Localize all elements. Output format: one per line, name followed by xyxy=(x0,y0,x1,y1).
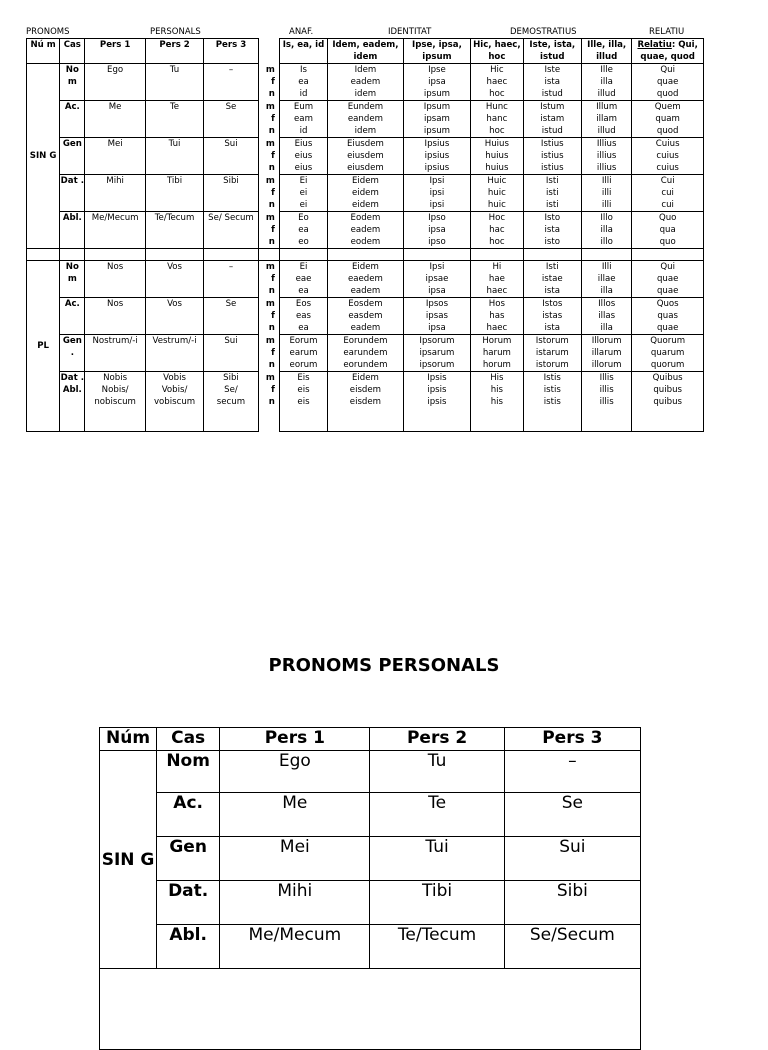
group-separator xyxy=(27,249,704,261)
gender-cell: m f n xyxy=(258,212,279,249)
personal-pronouns-table xyxy=(99,727,641,1050)
table-row xyxy=(100,793,641,837)
cell-p2: Vestrum/-i xyxy=(145,335,203,372)
number-label: PL xyxy=(27,261,60,432)
col-header-num: Nú m xyxy=(27,39,60,64)
cell-idem: Eundem eandem idem xyxy=(328,101,404,138)
pronouns-table xyxy=(26,38,704,432)
cell-hic: Hic haec hoc xyxy=(471,64,523,101)
gender-cell: m f n xyxy=(258,101,279,138)
table-row xyxy=(100,925,641,969)
cell-hic: Hoc hac hoc xyxy=(471,212,523,249)
separator-cell xyxy=(632,249,704,261)
cell-anaf: Eo ea eo xyxy=(279,212,327,249)
cell-iste: Iste ista istud xyxy=(523,64,581,101)
cell-ipse: Ipso ipsa ipso xyxy=(403,212,470,249)
table-row xyxy=(100,751,641,793)
cell-p2: Tui xyxy=(145,138,203,175)
col-header-ipse: Ipse, ipsa, ipsum xyxy=(403,39,470,64)
cell-p1: Mihi xyxy=(220,881,370,925)
cell-iste: Isti isti isti xyxy=(523,175,581,212)
cell-p3: Sibi xyxy=(504,881,640,925)
cell-relatiu: Quibus quibus quibus xyxy=(632,372,704,432)
cell-iste: Istorum istarum istorum xyxy=(523,335,581,372)
cell-idem: Eorundem earundem eorundem xyxy=(328,335,404,372)
cell-p3: Se xyxy=(204,101,258,138)
cell-p2: Vos xyxy=(145,298,203,335)
relatiu-forms: : Qui, quae, quod xyxy=(640,40,698,62)
table-row xyxy=(27,261,704,298)
cell-p2: Tibi xyxy=(145,175,203,212)
cell-ille: Illi illae illa xyxy=(581,261,631,298)
cell-p1: Me xyxy=(85,101,145,138)
cell-p1: Mei xyxy=(85,138,145,175)
table-header-row xyxy=(100,728,641,751)
col-header-relatiu xyxy=(632,39,704,64)
cell-p2: Te/Tecum xyxy=(370,925,504,969)
cell-p3: Sibi Se/ secum xyxy=(204,372,258,432)
number-label: SIN G xyxy=(100,751,157,969)
header-anaf: ANAF. xyxy=(289,27,314,37)
gender-cell: m f n xyxy=(258,261,279,298)
col-header-idem: Idem, eadem, idem xyxy=(328,39,404,64)
gender-cell: m f n xyxy=(258,138,279,175)
gender-cell: m f n xyxy=(258,64,279,101)
cell-p3: Sui xyxy=(504,837,640,881)
table-row xyxy=(27,298,704,335)
col-header-anaf: Is, ea, id xyxy=(279,39,327,64)
cell-p1: Mihi xyxy=(85,175,145,212)
cell-anaf: Is ea id xyxy=(279,64,327,101)
gender-cell: m f n xyxy=(258,335,279,372)
cell-p2: Tu xyxy=(145,64,203,101)
cell-anaf: Eis eis eis xyxy=(279,372,327,432)
cell-ipse: Ipsorum ipsarum ipsorum xyxy=(403,335,470,372)
cell-idem: Idem eadem idem xyxy=(328,64,404,101)
case-cell: No m xyxy=(60,261,85,298)
cell-hic: Horum harum horum xyxy=(471,335,523,372)
separator-cell xyxy=(471,249,523,261)
cell-p3: Sui xyxy=(204,335,258,372)
col-header-pers2: Pers 2 xyxy=(145,39,203,64)
separator-cell xyxy=(403,249,470,261)
cell-p1: Ego xyxy=(85,64,145,101)
cell-anaf: Eius eius eius xyxy=(279,138,327,175)
cell-p2: Vobis Vobis/ vobiscum xyxy=(145,372,203,432)
cell-iste: Isto ista isto xyxy=(523,212,581,249)
col-header-pers1: Pers 1 xyxy=(220,728,370,751)
cell-idem: Eosdem easdem eadem xyxy=(328,298,404,335)
cell-p1: Mei xyxy=(220,837,370,881)
cell-hic: Hi hae haec xyxy=(471,261,523,298)
cell-anaf: Ei ei ei xyxy=(279,175,327,212)
cell-relatiu: Quorum quarum quorum xyxy=(632,335,704,372)
cell-anaf: Eorum earum eorum xyxy=(279,335,327,372)
cell-anaf: Eos eas ea xyxy=(279,298,327,335)
cell-iste: Istis istis istis xyxy=(523,372,581,432)
separator-cell xyxy=(523,249,581,261)
col-header-num: Núm xyxy=(100,728,157,751)
cell-p2: Vos xyxy=(145,261,203,298)
table-row xyxy=(27,138,704,175)
case-cell: Gen . xyxy=(60,335,85,372)
separator-cell xyxy=(145,249,203,261)
table-row xyxy=(27,175,704,212)
case-cell: Abl. xyxy=(60,212,85,249)
cell-p2: Tui xyxy=(370,837,504,881)
separator-cell xyxy=(279,249,327,261)
separator-cell xyxy=(27,249,60,261)
cell-ipse: Ipse ipsa ipsum xyxy=(403,64,470,101)
cell-p1: Me xyxy=(220,793,370,837)
gender-cell: m f n xyxy=(258,372,279,432)
col-header-pers1: Pers 1 xyxy=(85,39,145,64)
cell-idem: Eiusdem eiusdem eiusdem xyxy=(328,138,404,175)
cell-hic: Huic huic huic xyxy=(471,175,523,212)
separator-cell xyxy=(328,249,404,261)
cell-ipse: Ipsius ipsius ipsius xyxy=(403,138,470,175)
case-cell: Ac. xyxy=(157,793,220,837)
header-relatiu: RELATIU xyxy=(649,27,685,37)
table-row xyxy=(27,212,704,249)
cell-relatiu: Quo qua quo xyxy=(632,212,704,249)
cell-relatiu: Quos quas quae xyxy=(632,298,704,335)
gender-cell: m f n xyxy=(258,175,279,212)
cell-p2: Te xyxy=(370,793,504,837)
cell-relatiu: Qui quae quae xyxy=(632,261,704,298)
cell-p1: Nostrum/-i xyxy=(85,335,145,372)
cell-p3: – xyxy=(504,751,640,793)
cell-p1: Nos xyxy=(85,261,145,298)
table-row xyxy=(27,64,704,101)
col-header-pers2: Pers 2 xyxy=(370,728,504,751)
cell-hic: Hos has haec xyxy=(471,298,523,335)
cell-ille: Illi illi illi xyxy=(581,175,631,212)
cell-iste: Istum istam istud xyxy=(523,101,581,138)
header-pronoms: PRONOMS xyxy=(26,27,70,37)
empty-cell xyxy=(100,969,641,1050)
cell-relatiu: Quem quam quod xyxy=(632,101,704,138)
case-cell: Dat . xyxy=(60,175,85,212)
cell-hic: His his his xyxy=(471,372,523,432)
col-header-pers3: Pers 3 xyxy=(204,39,258,64)
cell-p1: Nobis Nobis/ nobiscum xyxy=(85,372,145,432)
cell-ille: Ille illa illud xyxy=(581,64,631,101)
cell-ille: Illis illis illis xyxy=(581,372,631,432)
col-header-cas: Cas xyxy=(60,39,85,64)
cell-relatiu: Cui cui cui xyxy=(632,175,704,212)
cell-p1: Me/Mecum xyxy=(85,212,145,249)
cell-hic: Huius huius huius xyxy=(471,138,523,175)
col-header-ille: Ille, illa, illud xyxy=(581,39,631,64)
cell-anaf: Ei eae ea xyxy=(279,261,327,298)
cell-anaf: Eum eam id xyxy=(279,101,327,138)
cell-p3: Sibi xyxy=(204,175,258,212)
separator-cell xyxy=(60,249,85,261)
cell-p2: Te xyxy=(145,101,203,138)
header-identitat: IDENTITAT xyxy=(388,27,432,37)
cell-idem: Eidem eidem eidem xyxy=(328,175,404,212)
cell-p3: – xyxy=(204,261,258,298)
case-cell: Ac. xyxy=(60,298,85,335)
separator-cell xyxy=(85,249,145,261)
cell-ipse: Ipsi ipsae ipsa xyxy=(403,261,470,298)
cell-iste: Istos istas ista xyxy=(523,298,581,335)
table-row xyxy=(27,101,704,138)
relatiu-word: Relatiu xyxy=(637,40,672,50)
cell-p2: Tibi xyxy=(370,881,504,925)
case-cell: Gen xyxy=(60,138,85,175)
cell-ille: Illorum illarum illorum xyxy=(581,335,631,372)
case-cell: Dat. xyxy=(157,881,220,925)
cell-relatiu: Qui quae quod xyxy=(632,64,704,101)
col-header-pers3: Pers 3 xyxy=(504,728,640,751)
cell-ille: Illos illas illa xyxy=(581,298,631,335)
cell-idem: Eidem eaedem eadem xyxy=(328,261,404,298)
cell-ipse: Ipsis ipsis ipsis xyxy=(403,372,470,432)
cell-p2: Te/Tecum xyxy=(145,212,203,249)
cell-p3: – xyxy=(204,64,258,101)
cell-p1: Me/Mecum xyxy=(220,925,370,969)
cell-relatiu: Cuius cuius cuius xyxy=(632,138,704,175)
cell-p1: Ego xyxy=(220,751,370,793)
cell-ille: Illius illius illius xyxy=(581,138,631,175)
case-cell: Nom xyxy=(157,751,220,793)
cell-p2: Tu xyxy=(370,751,504,793)
header-personals: PERSONALS xyxy=(150,27,201,37)
case-cell: Ac. xyxy=(60,101,85,138)
cell-ille: Illum illam illud xyxy=(581,101,631,138)
cell-p3: Se/ Secum xyxy=(204,212,258,249)
cell-iste: Istius istius istius xyxy=(523,138,581,175)
header-demostratius: DEMOSTRATIUS xyxy=(510,27,577,37)
cell-p3: Sui xyxy=(204,138,258,175)
cell-p3: Se xyxy=(504,793,640,837)
col-header-hic: Hic, haec, hoc xyxy=(471,39,523,64)
cell-iste: Isti istae ista xyxy=(523,261,581,298)
case-cell: Gen xyxy=(157,837,220,881)
table-row xyxy=(27,335,704,372)
separator-cell xyxy=(204,249,258,261)
cell-hic: Hunc hanc hoc xyxy=(471,101,523,138)
separator-cell xyxy=(258,249,279,261)
case-cell: Dat . Abl. xyxy=(60,372,85,432)
cell-idem: Eodem eadem eodem xyxy=(328,212,404,249)
gender-cell: m f n xyxy=(258,298,279,335)
col-header-iste: Iste, ista, istud xyxy=(523,39,581,64)
cell-p3: Se xyxy=(204,298,258,335)
table-header-row xyxy=(27,39,704,64)
cell-p1: Nos xyxy=(85,298,145,335)
table-row xyxy=(27,372,704,432)
case-cell: No m xyxy=(60,64,85,101)
cell-ipse: Ipsum ipsam ipsum xyxy=(403,101,470,138)
empty-row xyxy=(100,969,641,1050)
number-label: SIN G xyxy=(27,64,60,249)
table-row xyxy=(100,881,641,925)
cell-idem: Eidem eisdem eisdem xyxy=(328,372,404,432)
cell-ille: Illo illa illo xyxy=(581,212,631,249)
separator-cell xyxy=(581,249,631,261)
cell-p3: Se/Secum xyxy=(504,925,640,969)
page-title: PRONOMS PERSONALS xyxy=(268,655,500,676)
cell-ipse: Ipsos ipsas ipsa xyxy=(403,298,470,335)
col-header-cas: Cas xyxy=(157,728,220,751)
case-cell: Abl. xyxy=(157,925,220,969)
cell-ipse: Ipsi ipsi ipsi xyxy=(403,175,470,212)
gender-spacer xyxy=(258,39,279,64)
table-row xyxy=(100,837,641,881)
